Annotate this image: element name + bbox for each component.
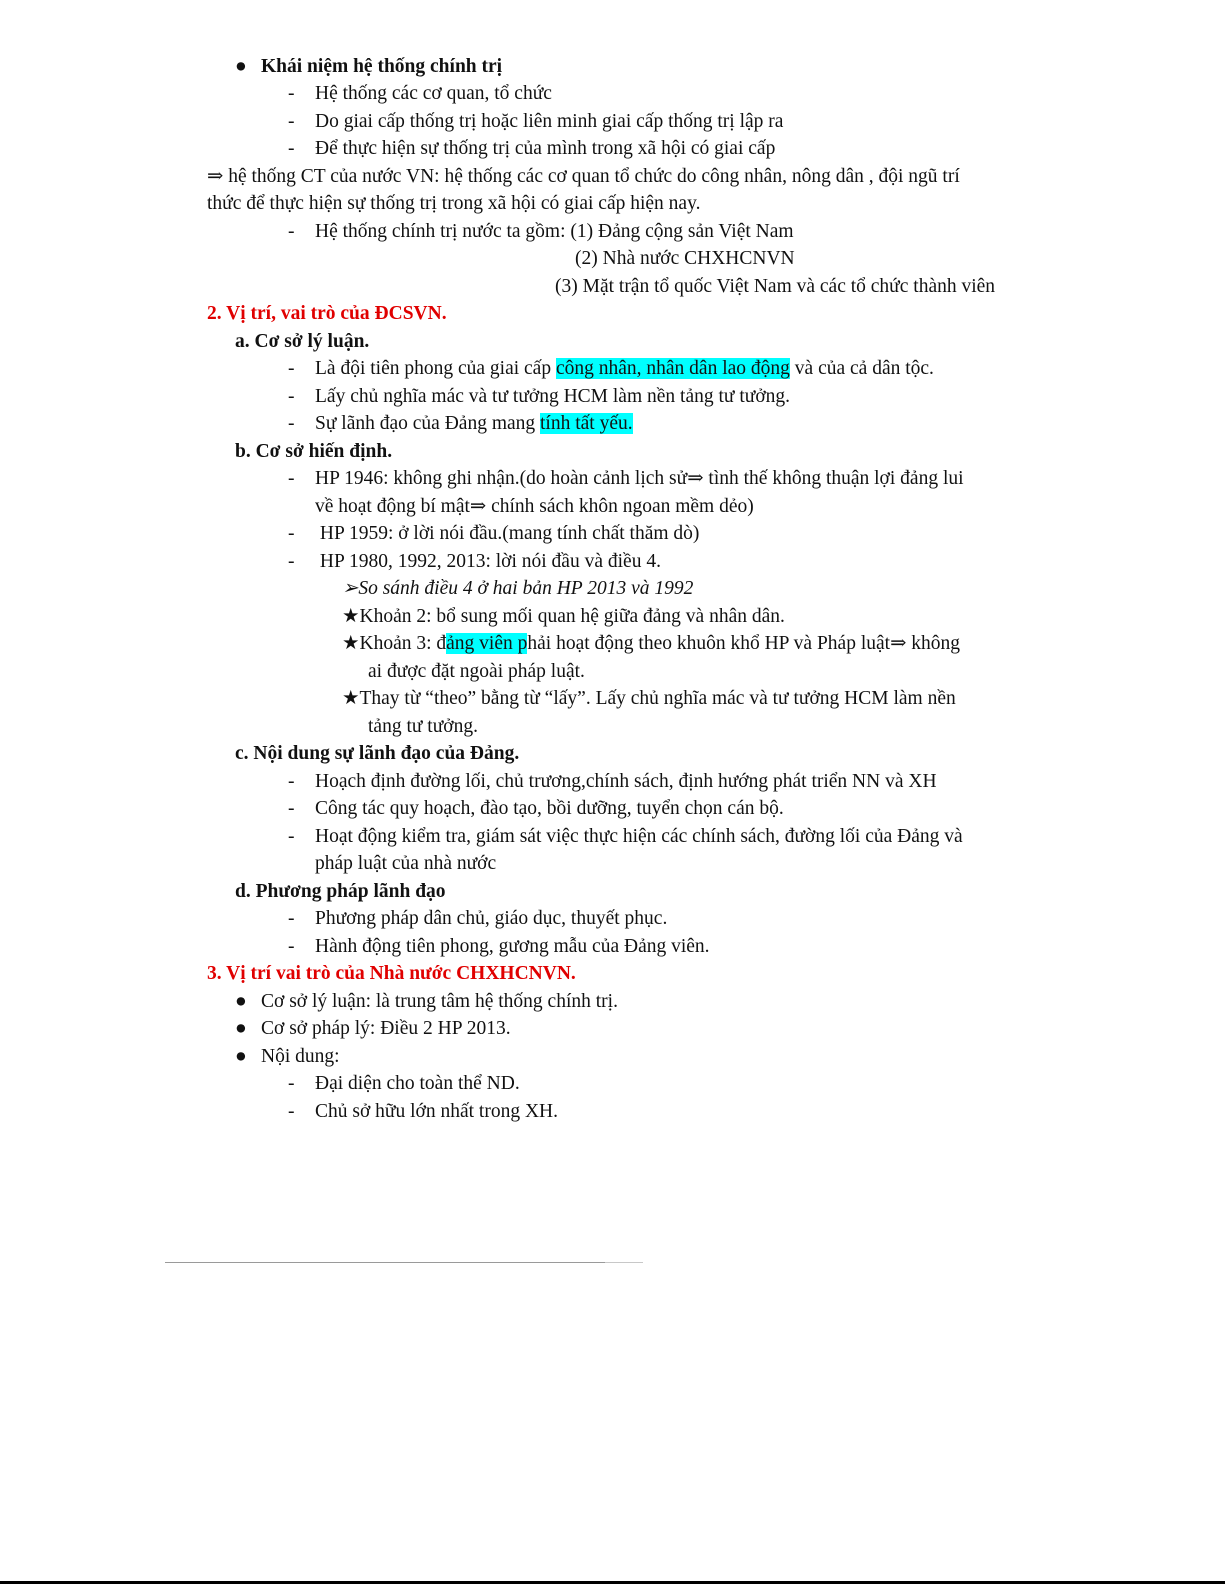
triangle-bullet-icon: ➢ [342, 578, 359, 599]
star-item: ★Thay từ “theo” bằng từ “lấy”. Lấy chủ nghĩa mác và tư tưởng HCM làm nền [342, 688, 956, 709]
star-item-continuation: tảng tư tưởng. [368, 716, 478, 737]
dash-icon: - [288, 798, 295, 819]
highlight: tính tất yếu. [540, 413, 633, 434]
list-item: - Hoạch định đường lối, chủ trương,chính sách, định hướng phát triển NN và XH [288, 771, 937, 792]
list-item: - Hệ thống chính trị nước ta gồm: (1) Đảng cộng sản Việt Nam [288, 221, 794, 242]
dash-icon: - [288, 523, 295, 544]
section-heading-2: 2. Vị trí, vai trò của ĐCSVN. [207, 303, 447, 324]
dash-icon: - [288, 1101, 295, 1122]
subheading-b: b. Cơ sở hiến định. [235, 441, 393, 462]
dash-icon: - [288, 83, 295, 104]
page-bottom-border [0, 1581, 1225, 1584]
list-item: - HP 1980, 1992, 2013: lời nói đầu và điều 4. [288, 551, 661, 572]
footnote-separator [165, 1262, 605, 1263]
dash-icon: - [288, 551, 295, 572]
dash-icon: - [288, 1073, 295, 1094]
dash-icon: - [288, 138, 295, 159]
list-item: - Phương pháp dân chủ, giáo dục, thuyết phục. [288, 908, 668, 929]
bullet-item: ● Cơ sở lý luận: là trung tâm hệ thống chính trị. [235, 991, 618, 1012]
list-item: - Sự lãnh đạo của Đảng mang tính tất yếu. [288, 413, 633, 434]
implies-arrow-icon: ⇒ [207, 166, 224, 187]
footnote-separator-tail [605, 1262, 643, 1263]
bullet-icon: ● [235, 991, 247, 1012]
section-heading-3: 3. Vị trí vai trò của Nhà nước CHXHCNVN. [207, 963, 576, 984]
star-icon: ★ [342, 688, 360, 709]
component-item: (3) Mặt trận tổ quốc Việt Nam và các tổ chức thành viên [555, 276, 996, 297]
implies-arrow-icon: ⇒ [687, 468, 704, 489]
component-item: (2) Nhà nước CHXHCNVN [575, 248, 795, 269]
list-item-continuation: pháp luật của nhà nước [315, 853, 497, 874]
bullet-icon: ● [235, 1046, 247, 1067]
bullet-item: ● Nội dung: [235, 1046, 340, 1067]
dash-icon: - [288, 386, 295, 407]
list-item: - Công tác quy hoạch, đào tạo, bồi dưỡng, tuyển chọn cán bộ. [288, 798, 784, 819]
list-item: - Hành động tiên phong, gương mẫu của Đảng viên. [288, 936, 710, 957]
subheading-a: a. Cơ sở lý luận. [235, 331, 370, 352]
bullet-icon: ● [235, 56, 247, 77]
implies-arrow-icon: ⇒ [890, 633, 907, 654]
list-item: - Đại diện cho toàn thể ND. [288, 1073, 520, 1094]
subheading-d: d. Phương pháp lãnh đạo [235, 881, 446, 902]
conclusion-line-1: ⇒ hệ thống CT của nước VN: hệ thống các cơ quan tổ chức do công nhân, nông dân , đội ngũ trí [207, 166, 960, 187]
star-item-continuation: ai được đặt ngoài pháp luật. [368, 661, 585, 682]
dash-icon: - [288, 771, 295, 792]
list-item: - HP 1959: ở lời nói đầu.(mang tính chất thăm dò) [288, 523, 700, 544]
subheading-c: c. Nội dung sự lãnh đạo của Đảng. [235, 743, 520, 764]
list-item: - Hoạt động kiểm tra, giám sát việc thực hiện các chính sách, đường lối của Đảng và [288, 826, 963, 847]
conclusion-line-2: thức để thực hiện sự thống trị trong xã hội có giai cấp hiện nay. [207, 193, 701, 214]
list-item: - Lấy chủ nghĩa mác và tư tưởng HCM làm nền tảng tư tưởng. [288, 386, 791, 407]
list-item: - Để thực hiện sự thống trị của mình trong xã hội có giai cấp [288, 138, 776, 159]
list-item: - Chủ sở hữu lớn nhất trong XH. [288, 1101, 558, 1122]
dash-icon: - [288, 936, 295, 957]
list-item: - HP 1946: không ghi nhận.(do hoàn cảnh lịch sử⇒ tình thế không thuận lợi đảng lui [288, 468, 964, 489]
star-item: ★Khoản 3: đảng viên phải hoạt động theo khuôn khổ HP và Pháp luật⇒ không [342, 633, 961, 654]
compare-note: ➢So sánh điều 4 ở hai bản HP 2013 và 1992 [342, 578, 694, 599]
bullet-item: ● Cơ sở pháp lý: Điều 2 HP 2013. [235, 1018, 511, 1039]
dash-icon: - [288, 111, 295, 132]
dash-icon: - [288, 413, 295, 434]
star-icon: ★ [342, 633, 360, 654]
bullet-heading-he-thong-chinh-tri: ● Khái niệm hệ thống chính trị [235, 56, 503, 77]
bullet-icon: ● [235, 1018, 247, 1039]
implies-arrow-icon: ⇒ [469, 496, 487, 517]
list-item-continuation: về hoạt động bí mật⇒ chính sách khôn ngoan mềm dẻo) [315, 496, 754, 517]
dash-icon: - [288, 908, 295, 929]
dash-icon: - [288, 826, 295, 847]
dash-icon: - [288, 221, 295, 242]
list-item: - Hệ thống các cơ quan, tổ chức [288, 83, 552, 104]
list-item: - Do giai cấp thống trị hoặc liên minh giai cấp thống trị lập ra [288, 111, 784, 132]
star-icon: ★ [342, 606, 360, 627]
dash-icon: - [288, 358, 295, 379]
highlight: ảng viên p [446, 633, 528, 654]
dash-icon: - [288, 468, 295, 489]
list-item: - Là đội tiên phong của giai cấp công nhân, nhân dân lao động và của cả dân tộc. [288, 358, 934, 379]
star-item: ★Khoản 2: bổ sung mối quan hệ giữa đảng và nhân dân. [342, 606, 785, 627]
highlight: công nhân, nhân dân lao động [555, 358, 790, 379]
